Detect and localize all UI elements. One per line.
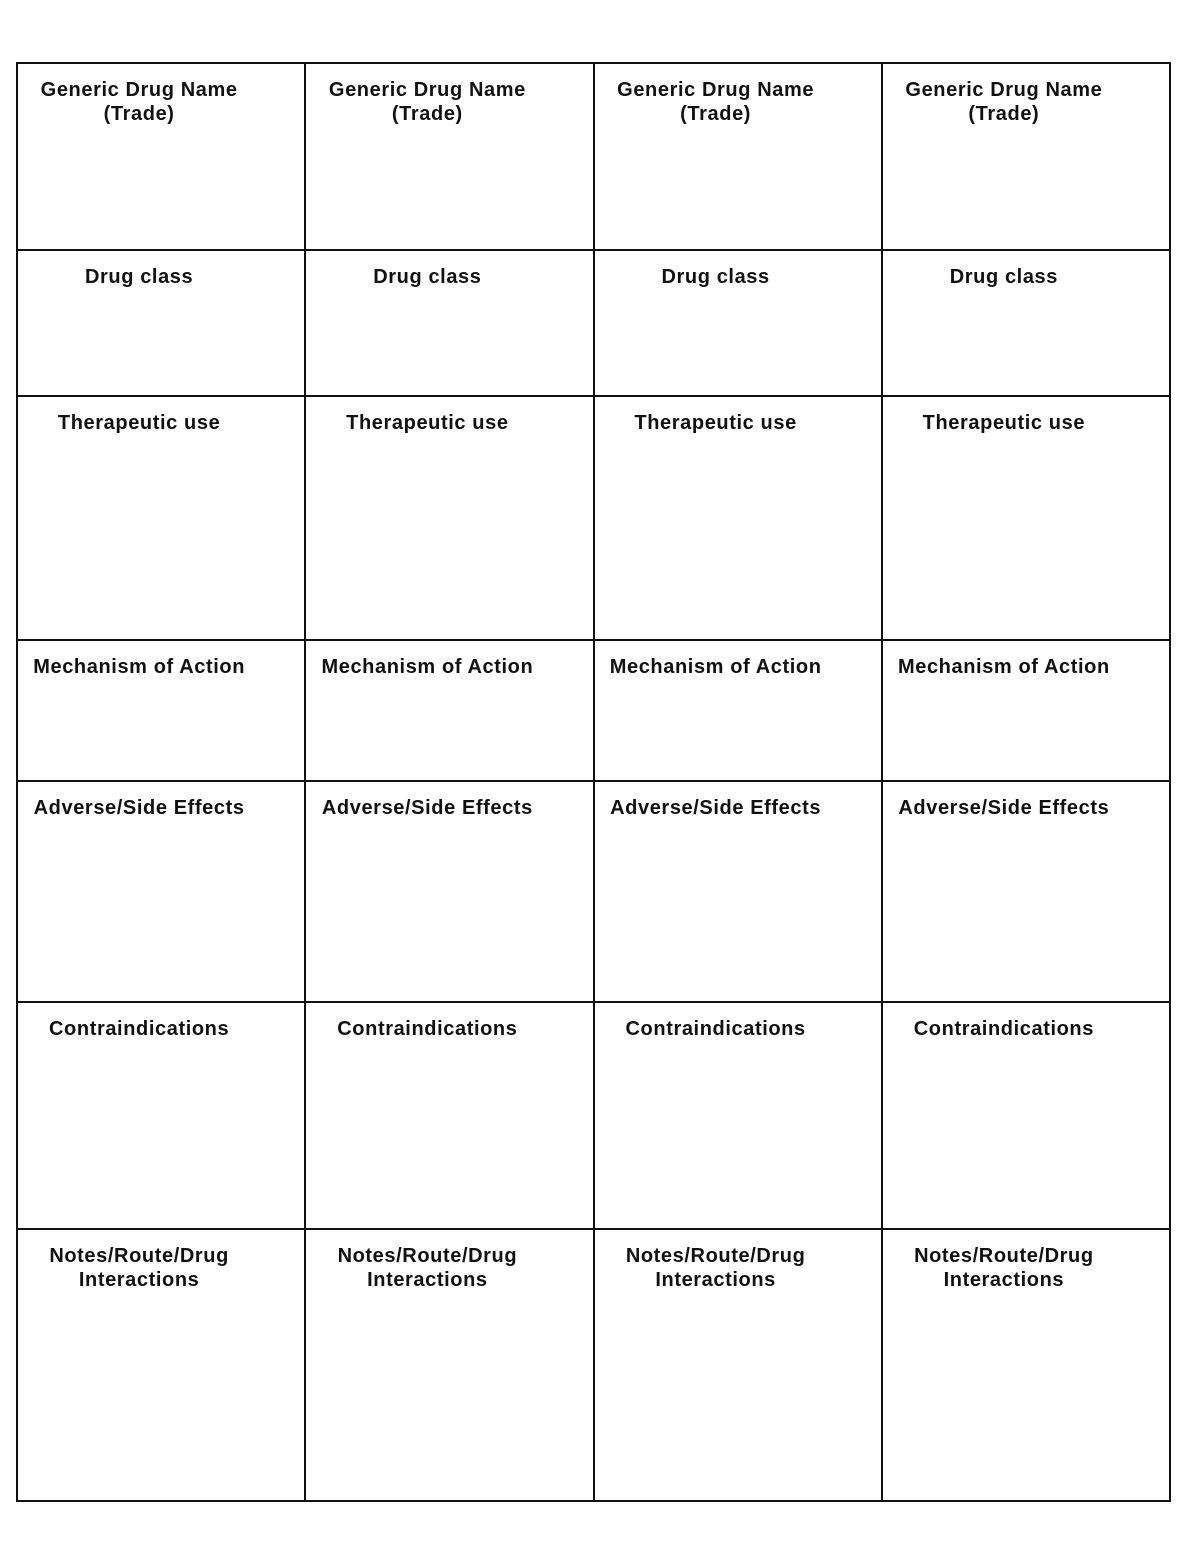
notes-route-interactions-cell[interactable] xyxy=(305,1229,593,1501)
drug-class-label: Drug class xyxy=(949,266,1058,288)
row-therapeutic-use xyxy=(17,396,1170,640)
drug-class-cell[interactable] xyxy=(882,250,1170,396)
mechanism-of-action-cell[interactable] xyxy=(594,640,882,781)
therapeutic-use-cell[interactable] xyxy=(882,396,1170,640)
generic-name-cell[interactable] xyxy=(305,63,593,250)
contraindications-label: Contraindications xyxy=(625,1018,806,1040)
notes-route-interactions-cell[interactable] xyxy=(594,1229,882,1501)
contraindications-label: Contraindications xyxy=(49,1018,230,1040)
drug-class-cell[interactable] xyxy=(594,250,882,396)
drug-class-label: Drug class xyxy=(373,266,482,288)
contraindications-cell[interactable] xyxy=(882,1002,1170,1229)
row-drug-class xyxy=(17,250,1170,396)
mechanism-of-action-label: Mechanism of Action xyxy=(321,656,534,678)
contraindications-cell[interactable] xyxy=(594,1002,882,1229)
generic-name-cell[interactable] xyxy=(594,63,882,250)
notes-route-interactions-label: Notes/Route/Drug Interactions xyxy=(914,1245,1094,1291)
drug-class-cell[interactable] xyxy=(305,250,593,396)
adverse-side-effects-cell[interactable] xyxy=(882,781,1170,1002)
mechanism-of-action-cell[interactable] xyxy=(17,640,305,781)
adverse-side-effects-label: Adverse/Side Effects xyxy=(610,797,822,819)
contraindications-label: Contraindications xyxy=(913,1018,1094,1040)
therapeutic-use-cell[interactable] xyxy=(305,396,593,640)
row-adverse-side-effects xyxy=(17,781,1170,1002)
generic-name-cell[interactable] xyxy=(882,63,1170,250)
mechanism-of-action-label: Mechanism of Action xyxy=(33,656,246,678)
notes-route-interactions-label: Notes/Route/Drug Interactions xyxy=(625,1245,806,1291)
therapeutic-use-label: Therapeutic use xyxy=(634,412,797,434)
therapeutic-use-label: Therapeutic use xyxy=(922,412,1086,434)
adverse-side-effects-cell[interactable] xyxy=(305,781,593,1002)
adverse-side-effects-label: Adverse/Side Effects xyxy=(33,797,245,819)
row-notes-route-interactions xyxy=(17,1229,1170,1501)
generic-name-cell[interactable] xyxy=(17,63,305,250)
drug-card-worksheet xyxy=(16,62,1171,1500)
contraindications-cell[interactable] xyxy=(305,1002,593,1229)
row-mechanism-of-action xyxy=(17,640,1170,781)
adverse-side-effects-label: Adverse/Side Effects xyxy=(321,797,533,819)
adverse-side-effects-cell[interactable] xyxy=(594,781,882,1002)
generic-name-label: Generic Drug Name (Trade) xyxy=(40,79,238,125)
therapeutic-use-label: Therapeutic use xyxy=(57,412,221,434)
row-generic-name xyxy=(17,63,1170,250)
notes-route-interactions-cell[interactable] xyxy=(17,1229,305,1501)
therapeutic-use-cell[interactable] xyxy=(594,396,882,640)
therapeutic-use-cell[interactable] xyxy=(17,396,305,640)
drug-class-label: Drug class xyxy=(661,266,770,288)
drug-class-label: Drug class xyxy=(84,266,194,288)
adverse-side-effects-label: Adverse/Side Effects xyxy=(898,797,1110,819)
drug-grid-body xyxy=(17,63,1170,1501)
mechanism-of-action-cell[interactable] xyxy=(882,640,1170,781)
generic-name-label: Generic Drug Name (Trade) xyxy=(905,79,1103,125)
adverse-side-effects-cell[interactable] xyxy=(17,781,305,1002)
generic-name-label: Generic Drug Name (Trade) xyxy=(328,79,526,125)
mechanism-of-action-label: Mechanism of Action xyxy=(897,656,1110,678)
notes-route-interactions-cell[interactable] xyxy=(882,1229,1170,1501)
therapeutic-use-label: Therapeutic use xyxy=(346,412,509,434)
generic-name-label: Generic Drug Name (Trade) xyxy=(617,79,815,125)
contraindications-cell[interactable] xyxy=(17,1002,305,1229)
contraindications-label: Contraindications xyxy=(337,1018,518,1040)
notes-route-interactions-label: Notes/Route/Drug Interactions xyxy=(49,1245,229,1291)
row-contraindications xyxy=(17,1002,1170,1229)
drug-grid-table xyxy=(16,62,1171,1502)
mechanism-of-action-cell[interactable] xyxy=(305,640,593,781)
notes-route-interactions-label: Notes/Route/Drug Interactions xyxy=(337,1245,518,1291)
drug-class-cell[interactable] xyxy=(17,250,305,396)
mechanism-of-action-label: Mechanism of Action xyxy=(609,656,822,678)
